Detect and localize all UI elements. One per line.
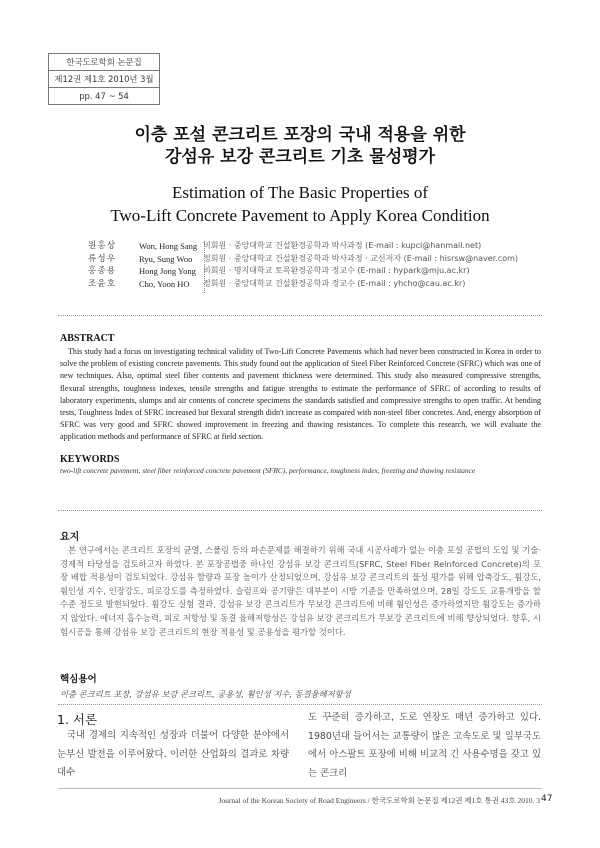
author-name-en: Won, Hong Sang [139, 241, 198, 251]
keywords-korean-heading: 핵심용어 [60, 674, 97, 685]
author-divider [204, 241, 205, 293]
keywords-heading: KEYWORDS [60, 454, 120, 465]
author-row [60, 278, 560, 291]
keywords-korean-text: 이층 콘크리트 포장, 강섬유 보강 콘크리트, 공용성, 휨인성 지수, 동결융해저항성 [60, 689, 351, 699]
title-korean-line-2: 강섬유 보강 콘크리트 기초 물성평가 [164, 147, 435, 167]
yoji-heading: 요지 [60, 532, 80, 543]
author-name-en: Ryu, Sung Woo [139, 253, 193, 264]
author-name-en: Cho, Yoon HO [139, 278, 190, 289]
author-name-ko: 원홍상 [88, 241, 117, 251]
keywords-text: two-lift concrete pavement, steel fiber reinforced concrete pavement (SFRC), performance, toughness index, freezing and thawing resistance [60, 466, 476, 475]
author-name-ko: 홍종용 [88, 266, 117, 276]
author-affiliation: 정회원 · 중앙대학교 건설환경공학과 박사과정 · 교신저자 (E-mail : hisrsw@naver.com) [203, 253, 519, 263]
author-affiliation: 정회원 · 중앙대학교 건설환경공학과 정교수 (E-mail : yhcho@cau.ac.kr) [203, 278, 466, 288]
author-affiliation: 비회원 · 중앙대학교 건설환경공학과 박사과정 (E-mail : kupcl@hanmail.net) [203, 241, 482, 250]
journal-volume: 제12권 제1호 2010년 3월 [49, 70, 159, 87]
author-affiliation: 비회원 · 명지대학교 토목환경공학과 정교수 (E-mail : hypark@mju.ac.kr) [203, 266, 470, 275]
journal-info-box [48, 53, 160, 105]
author-name-ko: 류성우 [88, 253, 117, 264]
author-name-en: Hong Jong Yong [139, 266, 196, 276]
abstract-heading: ABSTRACT [60, 333, 115, 344]
title-english-line-1: Estimation of The Basic Properties of [171, 183, 429, 202]
page-number: 47 [541, 794, 553, 804]
section-1-left-column: 국내 경제의 지속적인 성장과 더불어 다양한 분야에서 눈부신 발전을 이루어왔다. 이러한 산업화의 결과로 차량 대수 [57, 730, 289, 778]
title-korean-line-1: 이층 포설 콘크리트 포장의 국내 적용을 위한 [134, 125, 466, 145]
footer-rule [58, 788, 542, 789]
author-row [60, 265, 560, 278]
author-list [60, 240, 560, 290]
author-row [60, 240, 560, 253]
author-row [60, 253, 560, 266]
running-footer: Journal of the Korean Society of Road Engineers / 한국도로학회 논문집 제12권 제1호 통권 43호 2010. 3 [218, 796, 540, 805]
author-name-ko: 조윤호 [88, 278, 117, 289]
divider-rule [58, 704, 542, 705]
section-1-title: 1. 서론 [57, 712, 98, 727]
divider-rule [58, 315, 542, 316]
journal-pages: pp. 47 ~ 54 [49, 87, 159, 104]
title-english-line-2: Two-Lift Concrete Pavement to Apply Korea Condition [110, 206, 490, 225]
divider-rule [58, 510, 542, 511]
section-1-right-column: 도 꾸준히 증가하고, 도로 연장도 매년 증가하고 있다. 1980년대 들어서는 교통량이 많은 고속도로 및 일부국도에서 아스팔트 포장에 비해 비교적 긴 사용수명을 갖고 있는 콘크리 [308, 712, 541, 779]
journal-name: 한국도로학회 논문집 [66, 57, 142, 67]
yoji-text: 본 연구에서는 콘크리트 포장의 균열, 스폴링 등의 파손문제를 해결하기 위해 국내 시공사례가 없는 이층 포설 공법의 도입 및 기술·경제적 타당성을 검토하고자 하였다. 본 포장공법중 하나인 강섬유 보강 콘크리트(SFRC, Steel Fiber Reinforced Concrete)의 포장 배합 적용성이 검토되었다. 강섬유 함량과 포장 높이가 산정되었으며, 강섬유 보강 콘크리트의 물성 평가를 위해 압축강도, 휨강도, 휨인성 지수, 인장강도, 피로강도를 측정하였다. 슬럼프와 공기량은 대부분이 시방 기준을 만족하였으며, 28일 강도도 교통개방을 할 수준 정도로 발현되었다. 휨강도 실험 결과, 강섬유 보강 콘크리트가 무보강 콘크리트에 비해 휨인성은 증가하였지만 휨강도는 증가하지 않았다. 에너지 흡수능력, 피로 저항성 및 동결 융해저항성은 강섬유 보강 콘크리트가 무보강 콘크리트에 비해 향상되었다. 향후, 시험시공을 통해 강섬유 보강 콘크리트의 현장 적용성 및 공용성을 평가할 것이다. [60, 545, 541, 637]
abstract-text: This study had a focus on investigating technical validity of Two-Lift Concrete Pavements which had never been constructed in Korea in order to solve the problem of existing concrete pavements. This study found out the application of Steel Fiber Reinforced Concrete (SFRC) which was one of new techniques. Also, optimal steel fiber contents and pavement thickness were determined. This study also measured compressive strengths, flexural strengths, toughness indexes, tensile strengths and fatigue strengths to estimate the performance of SFRC of according to results of laboratory experiments, slumps and air contents of concrete specimens the standards satisfied and compressive strengths to open traffic. At bending tests, Toughness Index of SFRC increased but flexural strength didn't increase as compared with non-steel fiber concretes. And, energy absorption of SFRC was very good and SFRC showed improvement in freezing and thawing resistances. To complete this research, we will evaluate the application methods and performance of SFRC at field section. [60, 347, 541, 442]
